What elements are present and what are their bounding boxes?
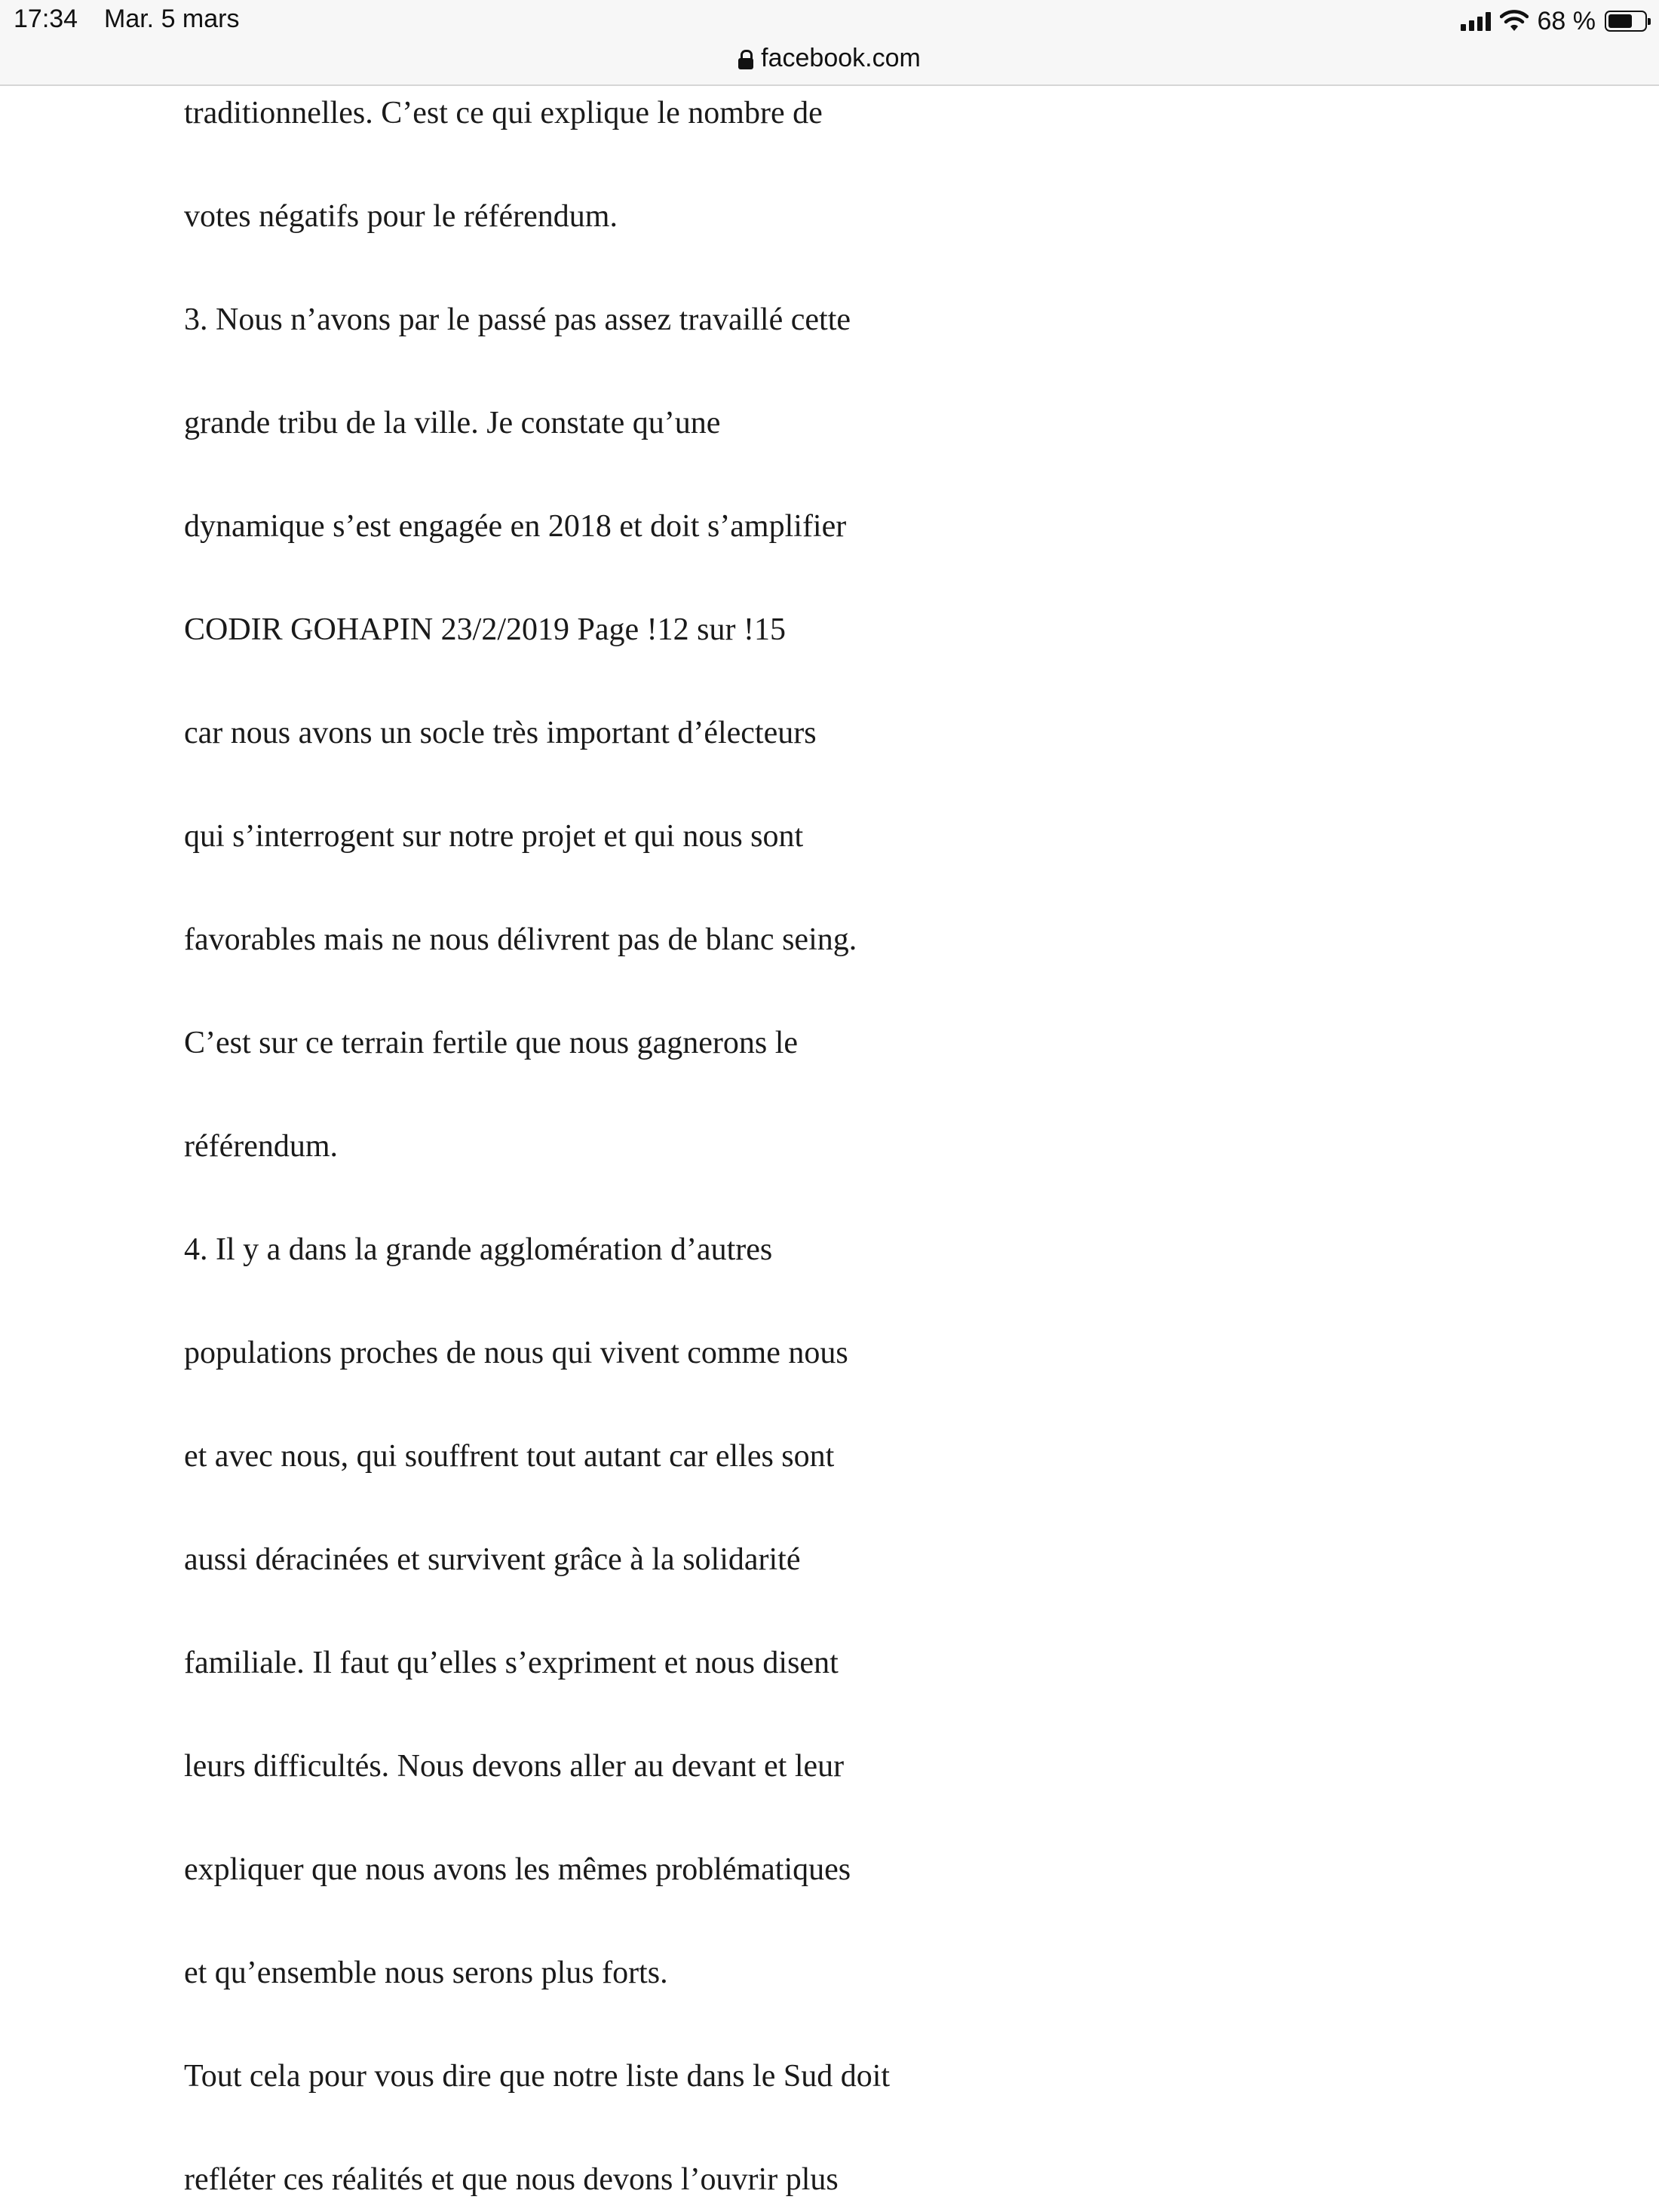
document-line: dynamique s’est engagée en 2018 et doit s’amplifier <box>184 509 847 544</box>
status-bar <box>0 0 1659 42</box>
document-line: qui s’interrogent sur notre projet et qui nous sont <box>184 819 804 854</box>
document-line: familiale. Il faut qu’elles s’expriment et nous disent <box>184 1646 839 1680</box>
document-line: car nous avons un socle très important d’électeurs <box>184 716 817 750</box>
document-line: favorables mais ne nous délivrent pas de blanc seing. <box>184 922 857 957</box>
document-line: 3. Nous n’avons par le passé pas assez travaillé cette <box>184 302 851 337</box>
url-text[interactable]: facebook.com <box>761 43 921 72</box>
address-bar[interactable] <box>0 39 1659 77</box>
document-line: votes négatifs pour le référendum. <box>184 199 618 234</box>
document-line: Tout cela pour vous dire que notre liste dans le Sud doit <box>184 2059 891 2094</box>
battery-percentage: 68 % <box>1537 6 1596 35</box>
document-line: grande tribu de la ville. Je constate qu’une <box>184 406 721 440</box>
document-line: et avec nous, qui souffrent tout autant car elles sont <box>184 1439 835 1474</box>
document-line: 4. Il y a dans la grande agglomération d’autres <box>184 1232 773 1267</box>
document-line: refléter ces réalités et que nous devons l’ouvrir plus <box>184 2162 839 2197</box>
document-line: populations proches de nous qui vivent comme nous <box>184 1336 848 1370</box>
battery-icon <box>1605 11 1647 32</box>
document-line: et qu’ensemble nous serons plus forts. <box>184 1956 668 1990</box>
cellular-signal-icon <box>1461 11 1491 31</box>
document-line: aussi déracinées et survivent grâce à la solidarité <box>184 1542 801 1577</box>
document-line: traditionnelles. C’est ce qui explique le nombre de <box>184 96 823 130</box>
status-time: 17:34 <box>14 5 78 33</box>
document-line: leurs difficultés. Nous devons aller au devant et leur <box>184 1749 845 1784</box>
status-indicators <box>1461 6 1648 36</box>
browser-top-bar <box>0 0 1659 86</box>
wifi-icon <box>1500 10 1529 32</box>
document-line: C’est sur ce terrain fertile que nous gagnerons le <box>184 1026 799 1060</box>
document-line: CODIR GOHAPIN 23/2/2019 Page !12 sur !15 <box>184 612 786 647</box>
status-date: Mar. 5 mars <box>104 5 240 33</box>
lock-icon <box>738 50 753 69</box>
document-line: expliquer que nous avons les mêmes problématiques <box>184 1852 851 1887</box>
document-line: référendum. <box>184 1129 339 1164</box>
